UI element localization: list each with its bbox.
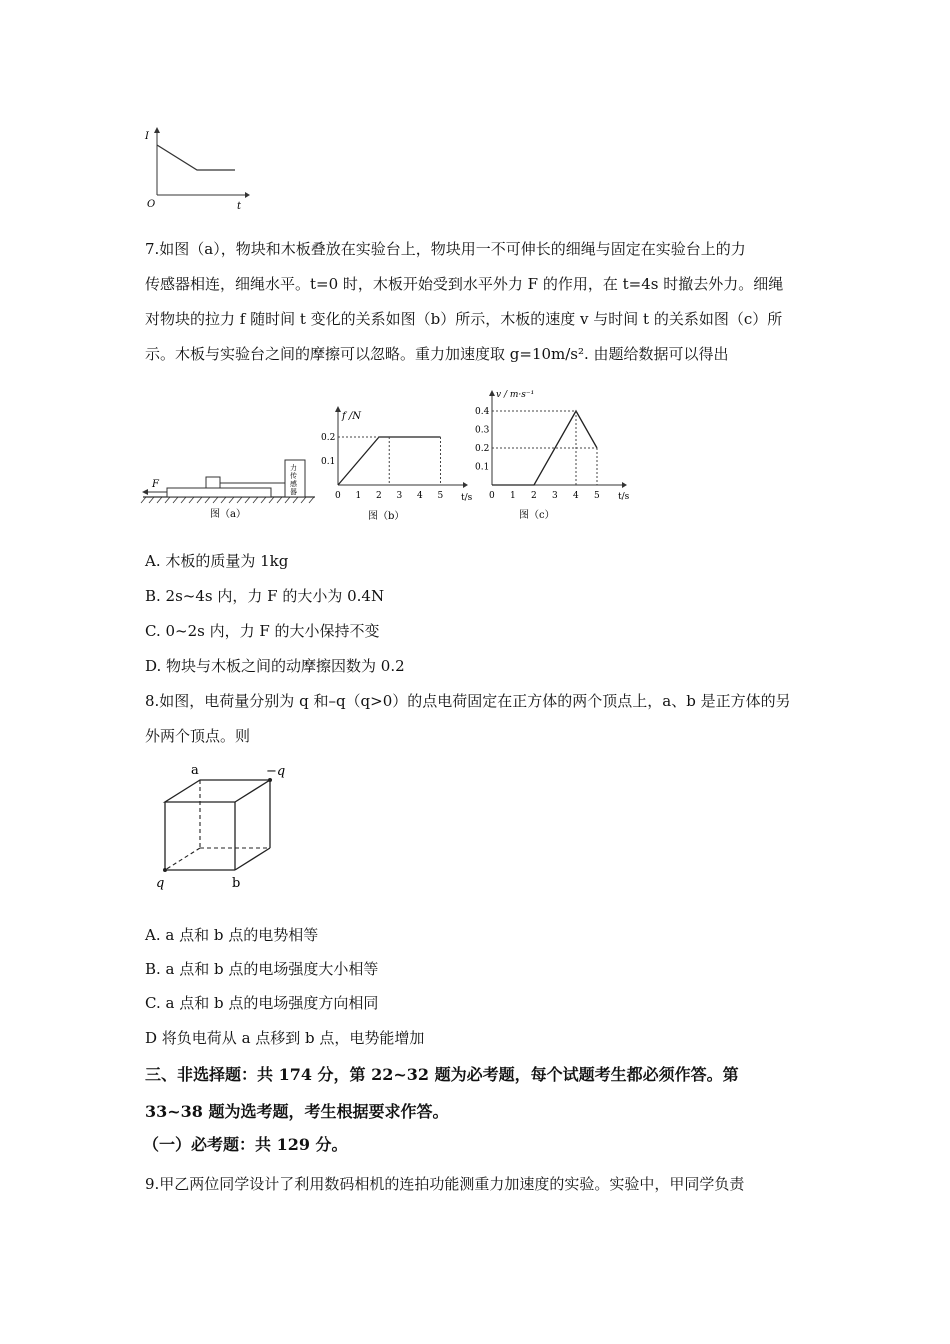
q7-option-b: B. 2s~4s 内，力 F 的大小为 0.4N <box>145 587 385 605</box>
figure-c <box>472 383 640 523</box>
x-tick-label: 5 <box>437 491 444 501</box>
fig-a-caption: 图（a） <box>210 509 246 520</box>
origin-label: O <box>147 199 156 210</box>
q7-line-1: 7.如图（a），物块和木板叠放在实验台上，物块用一不可伸长的细绳与固定在实验台上的力 <box>145 240 746 258</box>
y-tick-label: 0.4 <box>475 407 490 417</box>
x-tick-label: 0 <box>489 491 495 501</box>
fig-c-xlabel: t/s <box>618 492 630 502</box>
x-tick-label: 1 <box>510 491 516 501</box>
current-time-graph <box>140 125 250 213</box>
force-label: F <box>152 479 159 490</box>
x-tick-label: 0 <box>335 491 341 501</box>
vertex-b-label: b <box>232 876 241 891</box>
x-tick-label: 2 <box>376 491 382 501</box>
q7-option-d: D. 物块与木板之间的动摩擦因数为 0.2 <box>145 657 405 675</box>
q8-option-d: D 将负电荷从 a 点移到 b 点，电势能增加 <box>145 1029 425 1047</box>
vertex-q-label: q <box>156 876 165 891</box>
fig-b-ylabel: f /N <box>342 411 361 422</box>
fig-b-caption: 图（b） <box>368 511 405 522</box>
q8-option-a: A. a 点和 b 点的电势相等 <box>145 926 319 944</box>
svg-text:器: 器 <box>290 488 297 496</box>
q8-line-1: 8.如图，电荷量分别为 q 和–q（q>0）的点电荷固定在正方体的两个顶点上，a、b 是正方体的另 <box>145 692 791 710</box>
q7-line-4: 示。木板与实验台之间的摩擦可以忽略。重力加速度取 g=10m/s². 由题给数据可以得出 <box>145 345 729 363</box>
board <box>167 488 271 497</box>
svg-text:力: 力 <box>290 464 297 472</box>
q8-option-b: B. a 点和 b 点的电场强度大小相等 <box>145 960 379 978</box>
q9-line-1: 9.甲乙两位同学设计了利用数码相机的连拍功能测重力加速度的实验。实验中，甲同学负责 <box>145 1175 745 1193</box>
q7-option-a: A. 木板的质量为 1kg <box>145 552 289 570</box>
y-tick-label: 0.1 <box>475 462 490 473</box>
cube-figure <box>145 762 305 894</box>
figure-a <box>140 455 320 525</box>
y-axis-label: I <box>145 131 149 142</box>
section-3-sub: （一）必考题：共 129 分。 <box>143 1135 348 1154</box>
q7-option-c: C. 0~2s 内，力 F 的大小保持不变 <box>145 622 380 640</box>
vertex-neg-q-label: −q <box>266 764 286 779</box>
x-axis-label: t <box>237 201 242 212</box>
figure-b <box>315 405 475 523</box>
q7-text <box>145 232 810 372</box>
svg-text:传: 传 <box>290 472 297 480</box>
x-tick-label: 1 <box>355 491 362 501</box>
y-tick-label: 0.3 <box>475 425 490 436</box>
q8-option-c: C. a 点和 b 点的电场强度方向相同 <box>145 994 379 1012</box>
x-tick-label: 4 <box>573 491 579 501</box>
y-tick-label: 0.2 <box>321 433 336 443</box>
svg-text:感: 感 <box>290 480 297 488</box>
y-tick-label: 0.1 <box>321 457 336 467</box>
y-tick-label: 0.2 <box>475 444 490 454</box>
section-3-line-2: 33~38 题为选考题，考生根据要求作答。 <box>145 1102 449 1121</box>
fig-c-ylabel: v / m·s⁻¹ <box>496 390 535 400</box>
x-tick-label: 3 <box>552 491 558 501</box>
x-tick-label: 5 <box>594 491 600 501</box>
fig-c-caption: 图（c） <box>519 510 555 521</box>
section-3-heading <box>145 1056 810 1130</box>
block <box>206 477 220 488</box>
fig-b-xlabel: t/s <box>461 493 473 503</box>
section-3-line-1: 三、非选择题：共 174 分，第 22~32 题为必考题，每个试题考生都必须作答。第 <box>145 1065 739 1084</box>
x-tick-label: 2 <box>531 491 537 501</box>
x-tick-label: 4 <box>417 491 423 501</box>
x-tick-label: 3 <box>396 491 403 501</box>
q7-line-2: 传感器相连，细绳水平。t=0 时，木板开始受到水平外力 F 的作用，在 t=4s 时撤去外力。细绳 <box>145 275 784 293</box>
vertex-a-label: a <box>191 763 199 778</box>
q8-line-2: 外两个顶点。则 <box>145 727 251 745</box>
q8-text <box>145 684 810 754</box>
q7-line-3: 对物块的拉力 f 随时间 t 变化的关系如图（b）所示，木板的速度 v 与时间 t 的关系如图（c）所 <box>145 310 783 328</box>
